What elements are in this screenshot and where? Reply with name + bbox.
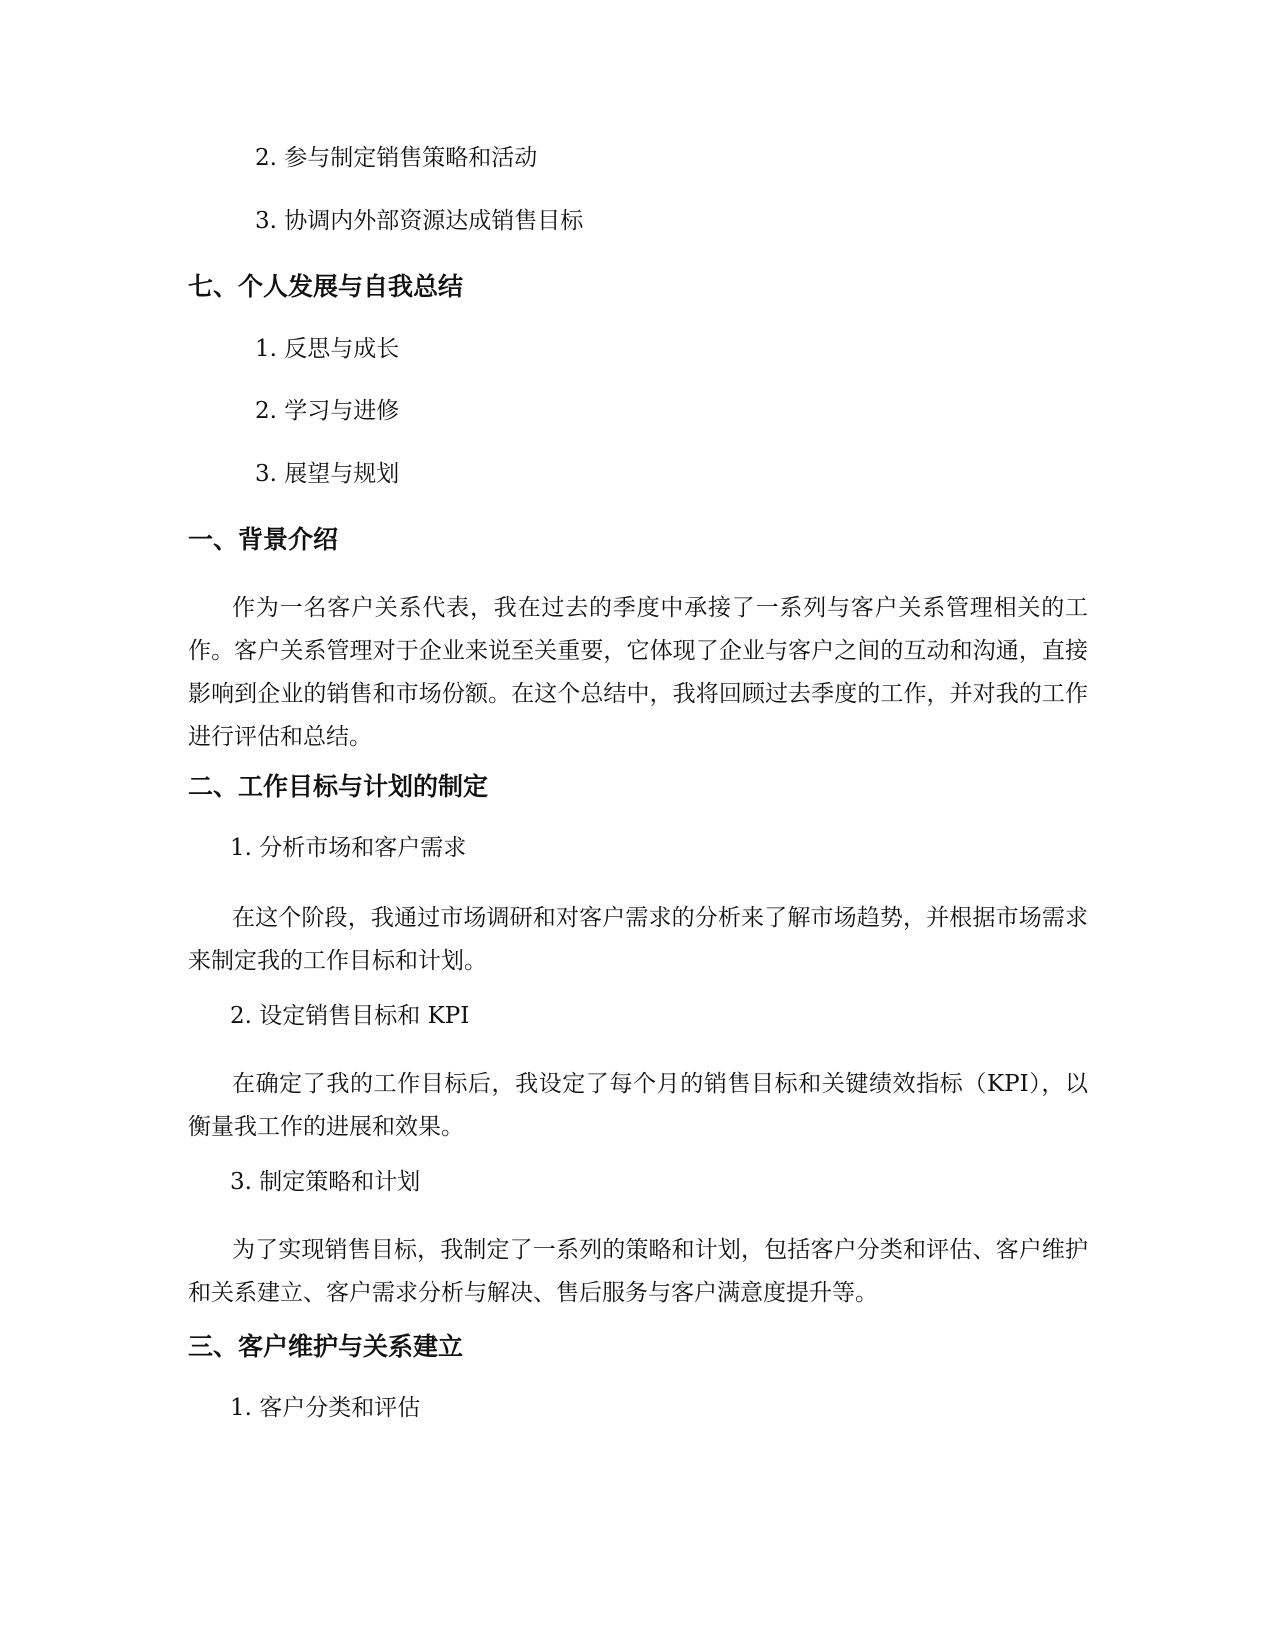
subheading-ii-2: 2. 设定销售目标和 KPI [230,1003,470,1029]
list-item: 2. 参与制定销售策略和活动 [255,145,538,171]
paragraph-ii-1: 在这个阶段，我通过市场调研和对客户需求的分析来了解市场趋势，并根据市场需求来制定我的工作目标和计划。 [188,905,1088,974]
list-item: 2. 学习与进修 [255,398,400,424]
list-item: 3. 协调内外部资源达成销售目标 [255,208,584,234]
section-heading-ii: 二、工作目标与计划的制定 [188,772,489,801]
paragraph-ii-2: 在确定了我的工作目标后，我设定了每个月的销售目标和关键绩效指标（KPI），以衡量我工作的进展和效果。 [188,1071,1088,1140]
list-item: 3. 展望与规划 [255,461,400,487]
paragraph-background: 作为一名客户关系代表，我在过去的季度中承接了一系列与客户关系管理相关的工作。客户关系管理对于企业来说至关重要，它体现了企业与客户之间的互动和沟通，直接影响到企业的销售和市场份额。在这个总结中，我将回顾过去季度的工作，并对我的工作进行评估和总结。 [188,595,1088,750]
section-heading-vii: 七、个人发展与自我总结 [188,272,464,301]
subheading-ii-1: 1. 分析市场和客户需求 [230,835,467,861]
section-heading-iii: 三、客户维护与关系建立 [188,1332,464,1361]
list-item: 1. 反思与成长 [255,336,400,362]
subheading-ii-3: 3. 制定策略和计划 [230,1169,421,1195]
section-heading-i: 一、背景介绍 [188,525,339,554]
subheading-iii-1: 1. 客户分类和评估 [230,1395,421,1421]
paragraph-ii-3: 为了实现销售目标，我制定了一系列的策略和计划，包括客户分类和评估、客户维护和关系建立、客户需求分析与解决、售后服务与客户满意度提升等。 [188,1237,1088,1306]
